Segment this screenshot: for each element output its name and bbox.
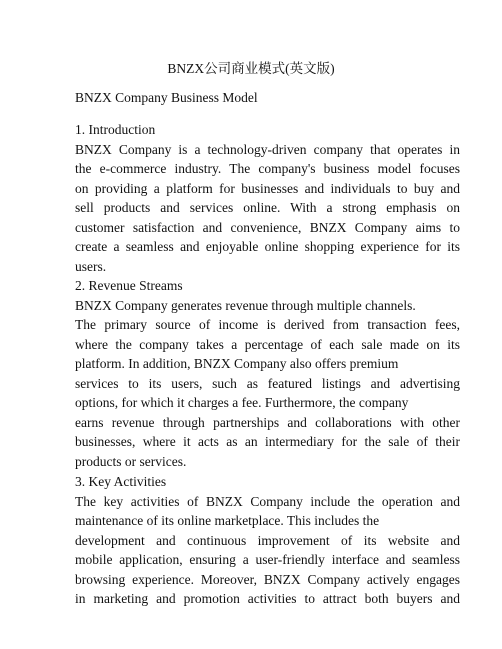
paragraph-line: development and continuous improvement of its website and	[75, 532, 460, 548]
paragraph-line: mobile application, ensuring a user-friendly interface and seamless	[75, 552, 460, 567]
paragraph-line: services to its users, such as featured listings and advertising	[75, 375, 460, 391]
paragraph-line: maintenance of its online marketplace. This includes the	[75, 513, 380, 528]
paragraph-line: the e-commerce industry. The company's business model focuses	[75, 161, 460, 176]
document-title: BNZX公司商业模式(英文版)	[167, 61, 335, 76]
paragraph-line: create a seamless and enjoyable online shopping experience for its	[75, 239, 460, 254]
section-heading: 1. Introduction	[75, 122, 156, 137]
paragraph-line: products or services.	[75, 453, 187, 469]
paragraph-line: platform. In addition, BNZX Company also offers premium	[75, 356, 399, 371]
paragraph-line: sell products and services online. With a strong emphasis on	[75, 200, 460, 215]
paragraph-line: where the company takes a percentage of each sale made on its	[75, 336, 460, 352]
section-heading: 2. Revenue Streams	[75, 278, 183, 293]
section-key-activities	[75, 472, 460, 609]
paragraph-line: The key activities of BNZX Company include the operation and	[75, 493, 460, 509]
paragraph-line: earns revenue through partnerships and collaborations with other	[75, 414, 460, 430]
paragraph-line: BNZX Company generates revenue through multiple channels.	[75, 297, 416, 313]
section-heading: 3. Key Activities	[75, 474, 167, 489]
section-introduction	[75, 120, 460, 276]
paragraph-line: on providing a platform for businesses and individuals to buy and	[75, 180, 460, 196]
paragraph-line: browsing experience. Moreover, BNZX Company actively engages	[75, 571, 460, 587]
paragraph-line: in marketing and promotion activities to attract both buyers and	[75, 591, 460, 606]
paragraph-line: options, for which it charges a fee. Furthermore, the company	[75, 395, 409, 410]
paragraph-line: customer satisfaction and convenience, BNZX Company aims to	[75, 219, 460, 235]
paragraph-line: BNZX Company is a technology-driven company that operates in	[75, 141, 460, 157]
paragraph-line: users.	[75, 258, 107, 274]
paragraph-line: businesses, where it acts as an intermediary for the sale of their	[75, 434, 460, 449]
paragraph-line: The primary source of income is derived from transaction fees,	[75, 317, 460, 332]
section-revenue-streams	[75, 276, 460, 471]
document-subtitle: BNZX Company Business Model	[75, 90, 258, 105]
